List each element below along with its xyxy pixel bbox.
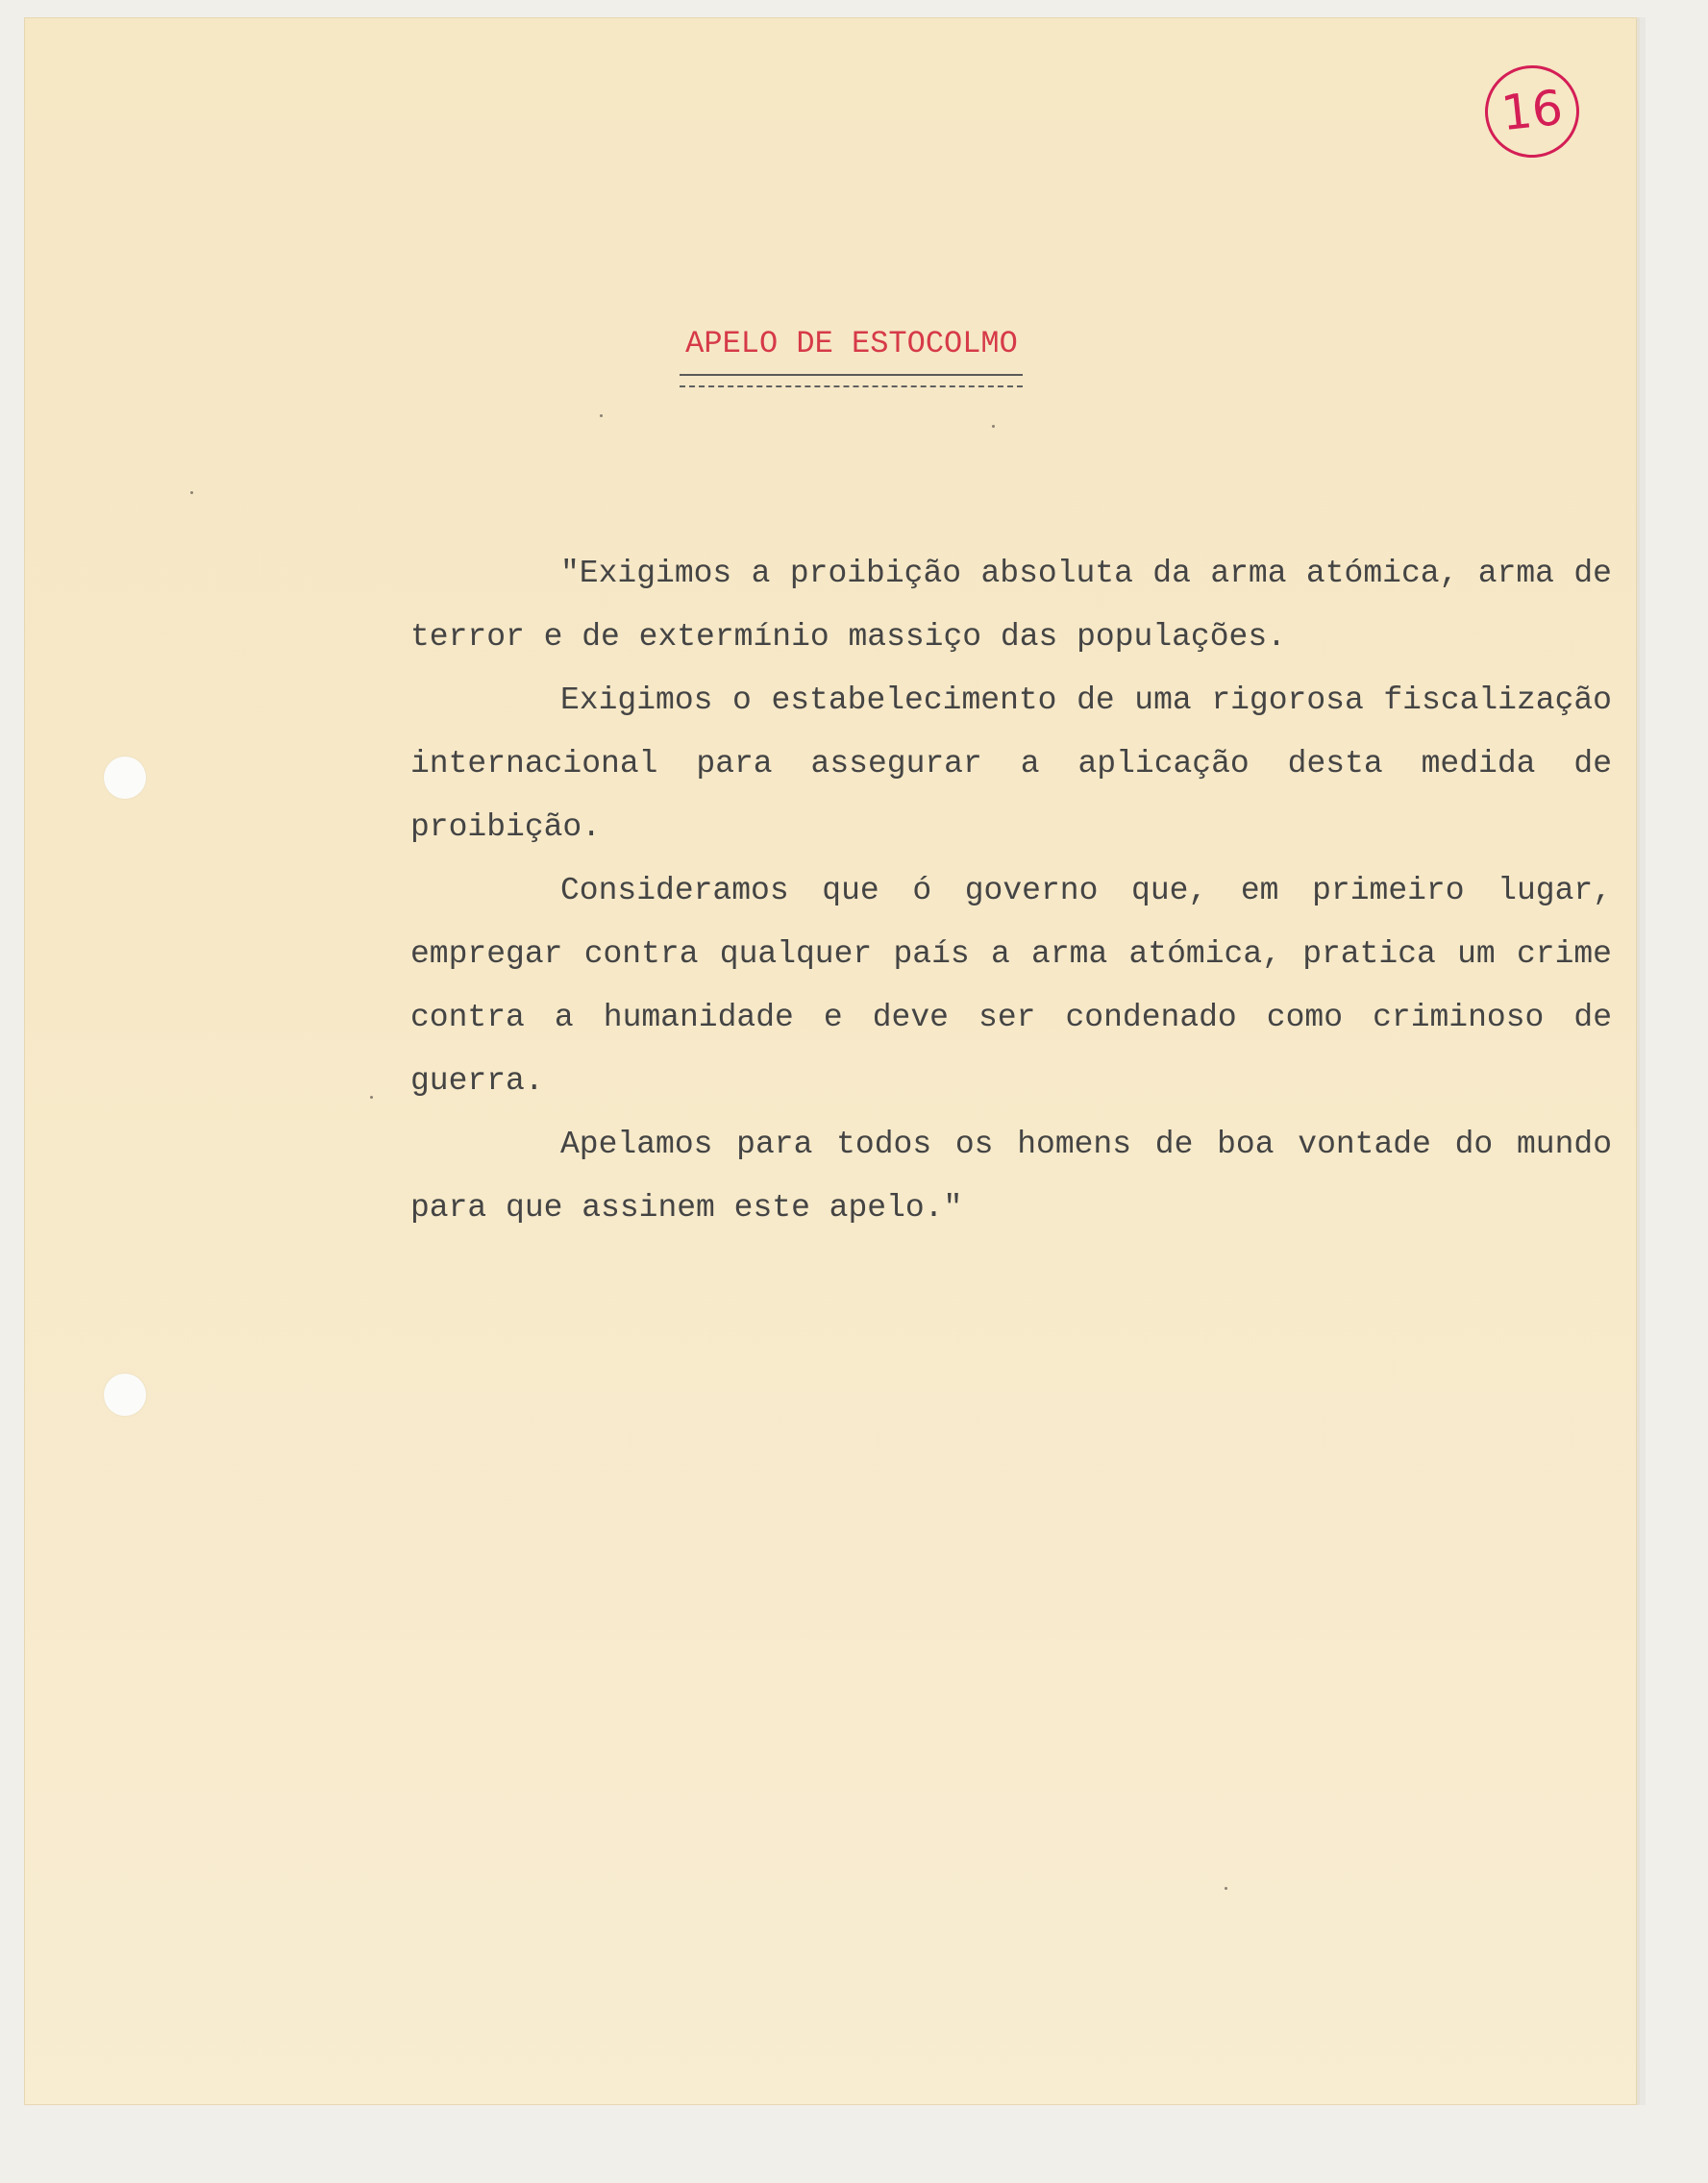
punch-hole <box>104 1374 146 1416</box>
paper-speck <box>992 425 995 428</box>
page-number-circle <box>1480 61 1583 162</box>
page-number: 16 <box>1498 79 1566 142</box>
paragraph: Exigimos o estabelecimento de uma rigorosa fiscalização internacional para assegurar a aplicação desta medida de proibição. <box>410 682 1612 845</box>
paper-speck <box>190 491 193 494</box>
document-page <box>24 17 1640 2105</box>
punch-hole <box>104 757 146 799</box>
title-underline <box>680 374 1023 376</box>
paper-speck <box>600 414 603 417</box>
title-underline-dashed <box>680 385 1023 387</box>
paper-speck <box>1225 1887 1227 1890</box>
paragraph: Apelamos para todos os homens de boa vontade do mundo para que assinem este apelo." <box>410 1127 1612 1226</box>
paragraph: "Exigimos a proibição absoluta da arma atómica, arma de terror e de extermínio massiço das populações. <box>410 556 1612 655</box>
document-title: APELO DE ESTOCOLMO <box>685 326 1018 361</box>
paragraph: Consideramos que ó governo que, em primeiro lugar, empregar contra qualquer país a arma atómica, pratica um crime contra a humanidade e deve ser condenado como criminoso de guerra. <box>410 873 1612 1099</box>
paper-speck <box>370 1096 373 1099</box>
body-text <box>410 542 1612 1240</box>
